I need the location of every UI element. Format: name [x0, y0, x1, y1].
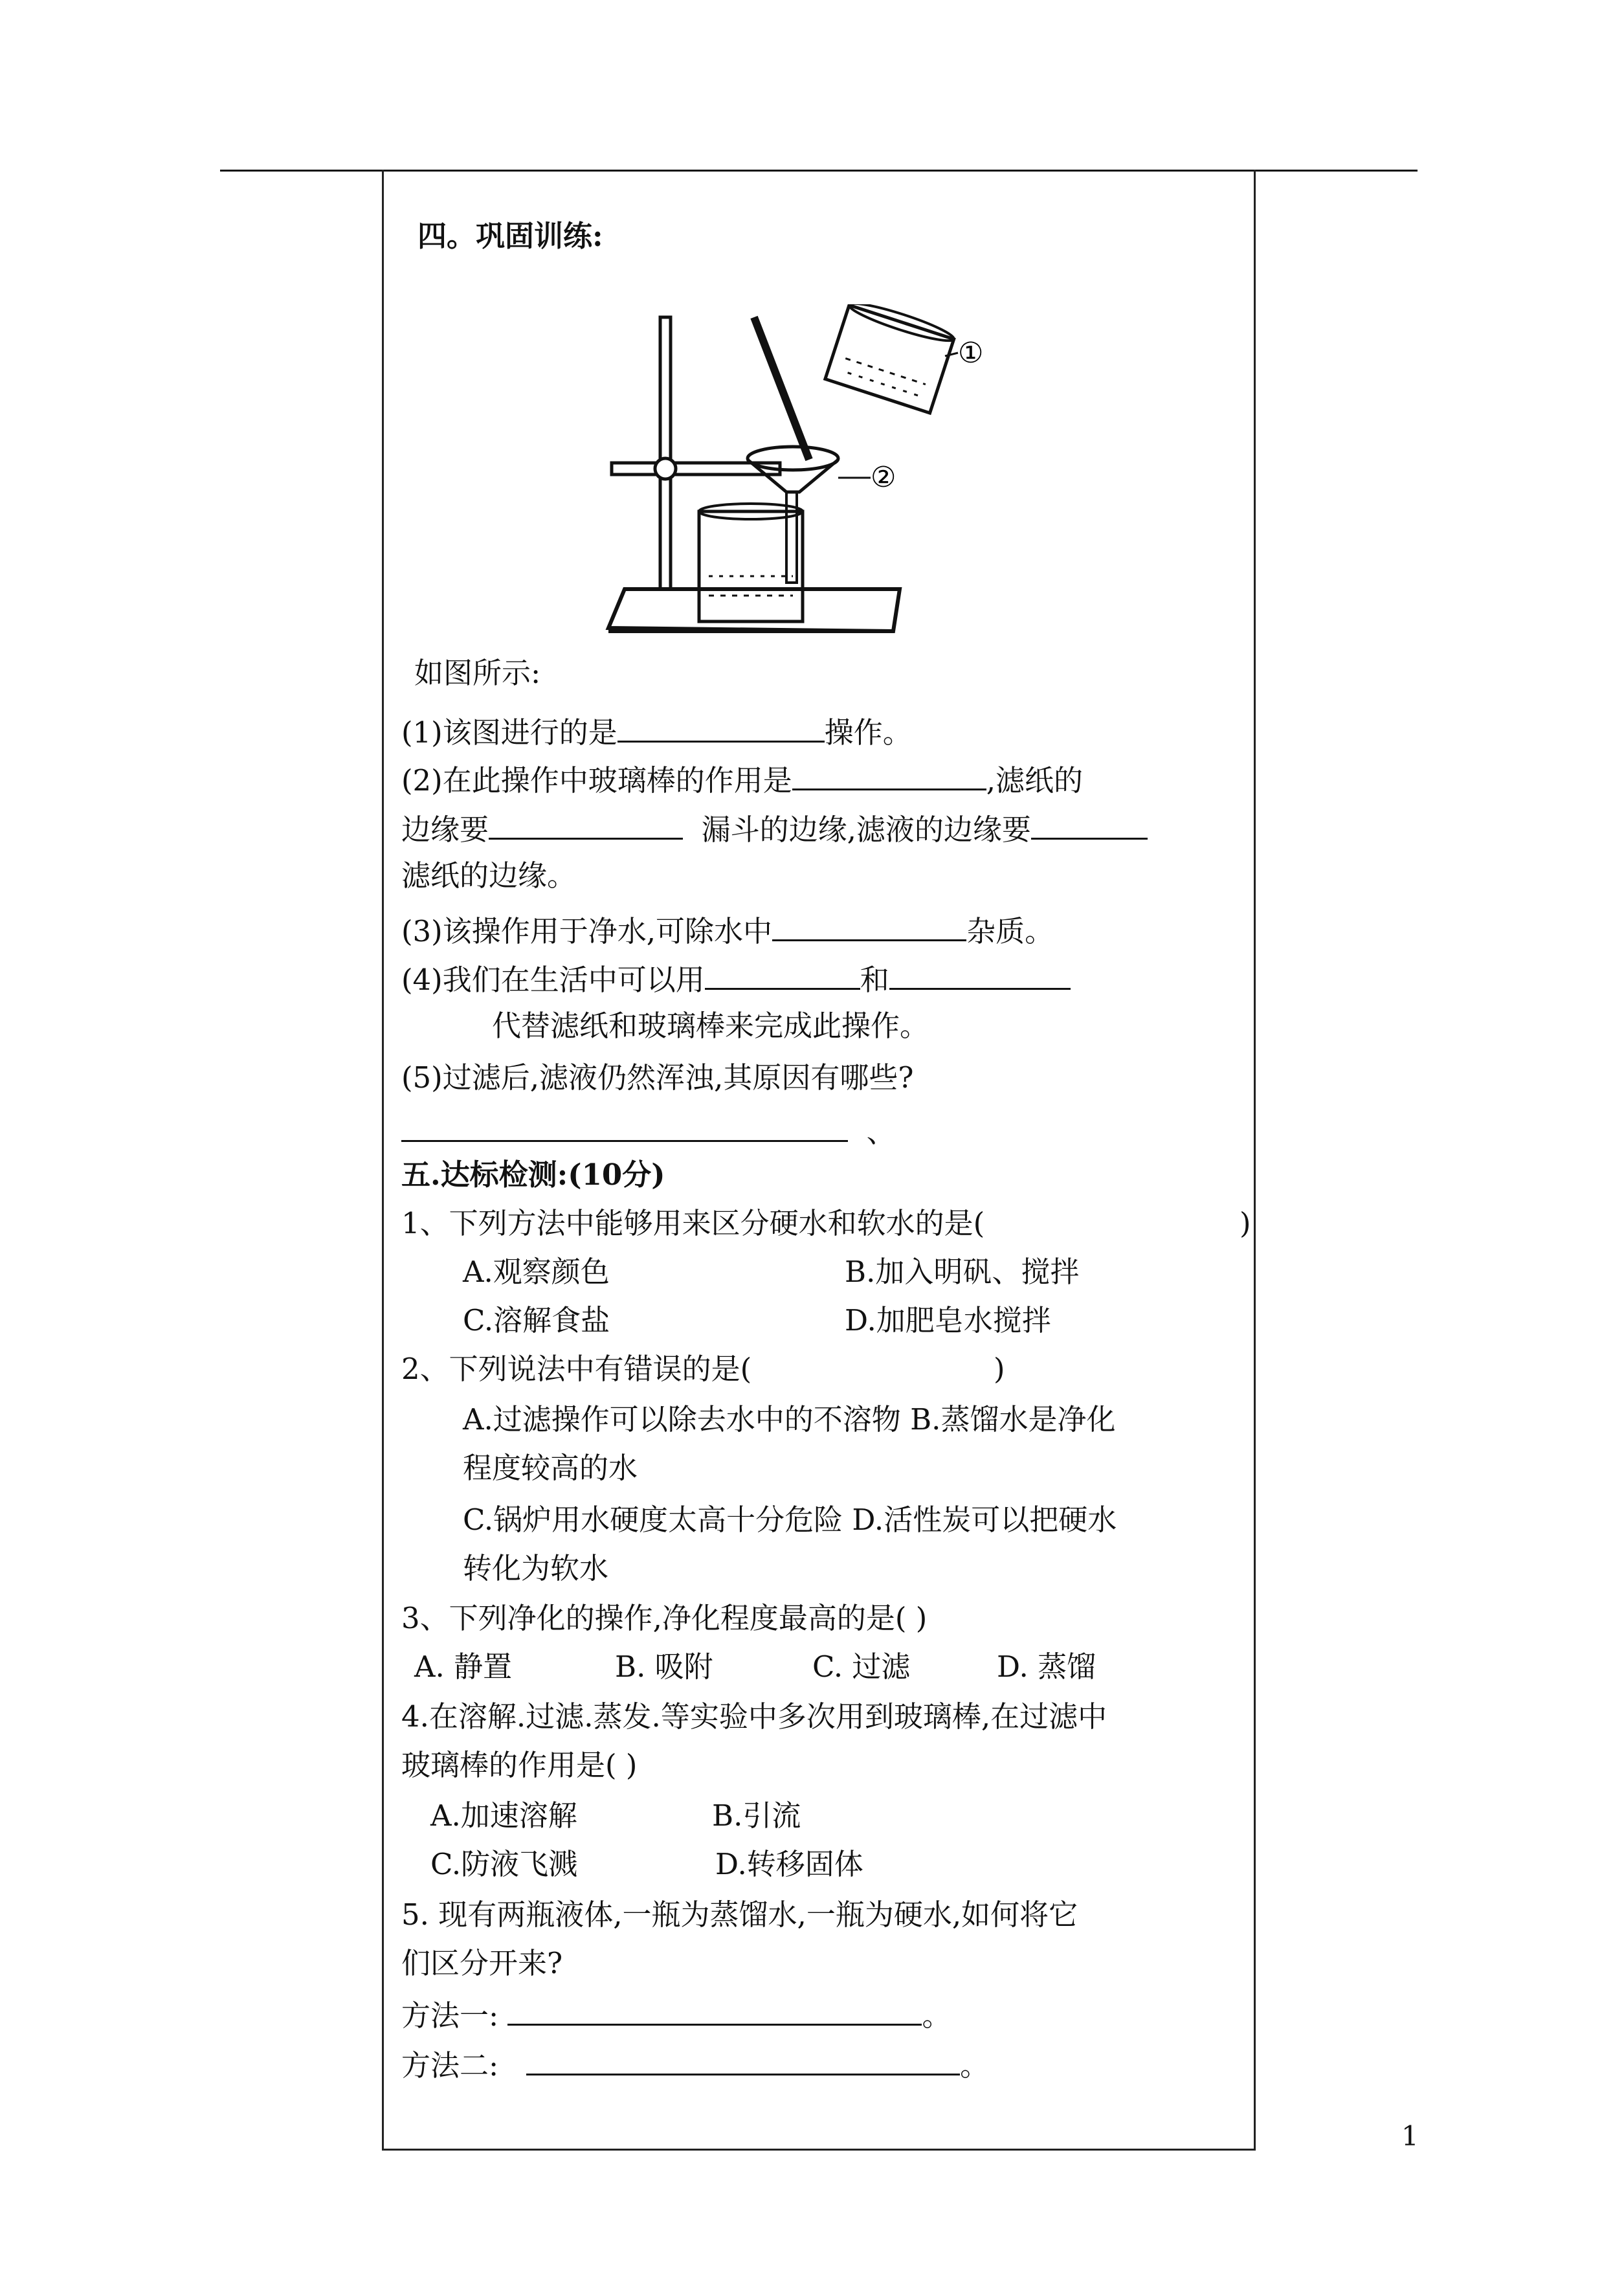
s5-question-2: 2、下列说法中有错误的是(: [401, 1352, 752, 1386]
s5-q3-option-a: A. 静置: [414, 1650, 513, 1684]
s4-question-5: (5)过滤后,滤液仍然浑浊,其原因有哪些?: [401, 1060, 914, 1095]
s5-question-1: 1、下列方法中能够用来区分硬水和软水的是(: [401, 1206, 985, 1240]
s4-question-2-line3: 滤纸的边缘。: [401, 858, 577, 893]
s5-question-2-close: ): [994, 1352, 1005, 1386]
s5-question-4-line2: 玻璃棒的作用是( ): [401, 1748, 638, 1782]
section5-title: 五.达标检测:(10分): [401, 1158, 665, 1192]
s5-q4-option-b: B.引流: [712, 1798, 801, 1833]
s5-q3-option-b: B. 吸附: [615, 1650, 713, 1684]
s5-question-1-close: ): [1240, 1206, 1251, 1240]
s5-q2-options-ab: A.过滤操作可以除去水中的不溶物 B.蒸馏水是净化: [463, 1402, 1116, 1437]
s4-question-2-line2: 边缘要 漏斗的边缘,滤液的边缘要: [401, 808, 1148, 849]
s5-q3-option-d: D. 蒸馏: [997, 1650, 1096, 1684]
method-two: 方法二: 。: [401, 2044, 989, 2085]
s5-q2-options-cd-cont: 转化为软水: [463, 1551, 609, 1585]
s5-q2-options-ab-cont: 程度较高的水: [463, 1451, 638, 1485]
figure-intro: 如图所示:: [414, 656, 541, 690]
s5-question-3: 3、下列净化的操作,净化程度最高的是( ): [401, 1601, 928, 1635]
filtration-apparatus-figure: [595, 304, 1010, 667]
s5-question-4: 4.在溶解.过滤.蒸发.等实验中多次用到玻璃棒,在过滤中: [401, 1699, 1107, 1734]
s5-question-5: 5. 现有两瓶液体,一瓶为蒸馏水,一瓶为硬水,如何将它: [401, 1897, 1078, 1932]
s4-question-5-answer: 、: [401, 1110, 896, 1152]
s5-q4-option-d: D.转移固体: [715, 1847, 863, 1881]
s5-q1-option-c: C.溶解食盐: [463, 1303, 610, 1337]
section4-title: 四。巩固训练:: [417, 219, 603, 253]
s5-q1-option-d: D.加肥皂水搅拌: [845, 1303, 1051, 1337]
s4-question-4: (4)我们在生活中可以用 和: [401, 958, 1071, 1000]
s4-question-1: (1)该图进行的是 操作。: [401, 711, 912, 752]
s5-q2-options-cd: C.锅炉用水硬度太高十分危险 D.活性炭可以把硬水: [463, 1503, 1117, 1537]
s4-question-4-line2: 代替滤纸和玻璃棒来完成此操作。: [492, 1009, 929, 1043]
figure-label-2: ②: [871, 461, 896, 494]
s4-question-3: (3)该操作用于净水,可除水中 杂质。: [401, 910, 1054, 951]
s5-q1-option-a: A.观察颜色: [463, 1255, 610, 1289]
page-number: 1: [1401, 2120, 1419, 2152]
s5-q4-option-c: C.防液飞溅: [430, 1847, 578, 1881]
figure-label-1: ①: [958, 337, 984, 370]
s5-q1-option-b: B.加入明矾、搅拌: [845, 1255, 1080, 1289]
s5-question-5-line2: 们区分开来?: [401, 1946, 563, 1980]
method-one: 方法一: 。: [401, 1994, 951, 2035]
s5-q4-option-a: A.加速溶解: [430, 1798, 577, 1833]
s4-question-2: (2)在此操作中玻璃棒的作用是 ,滤纸的: [401, 759, 1083, 800]
s5-q3-option-c: C. 过滤: [812, 1650, 911, 1684]
